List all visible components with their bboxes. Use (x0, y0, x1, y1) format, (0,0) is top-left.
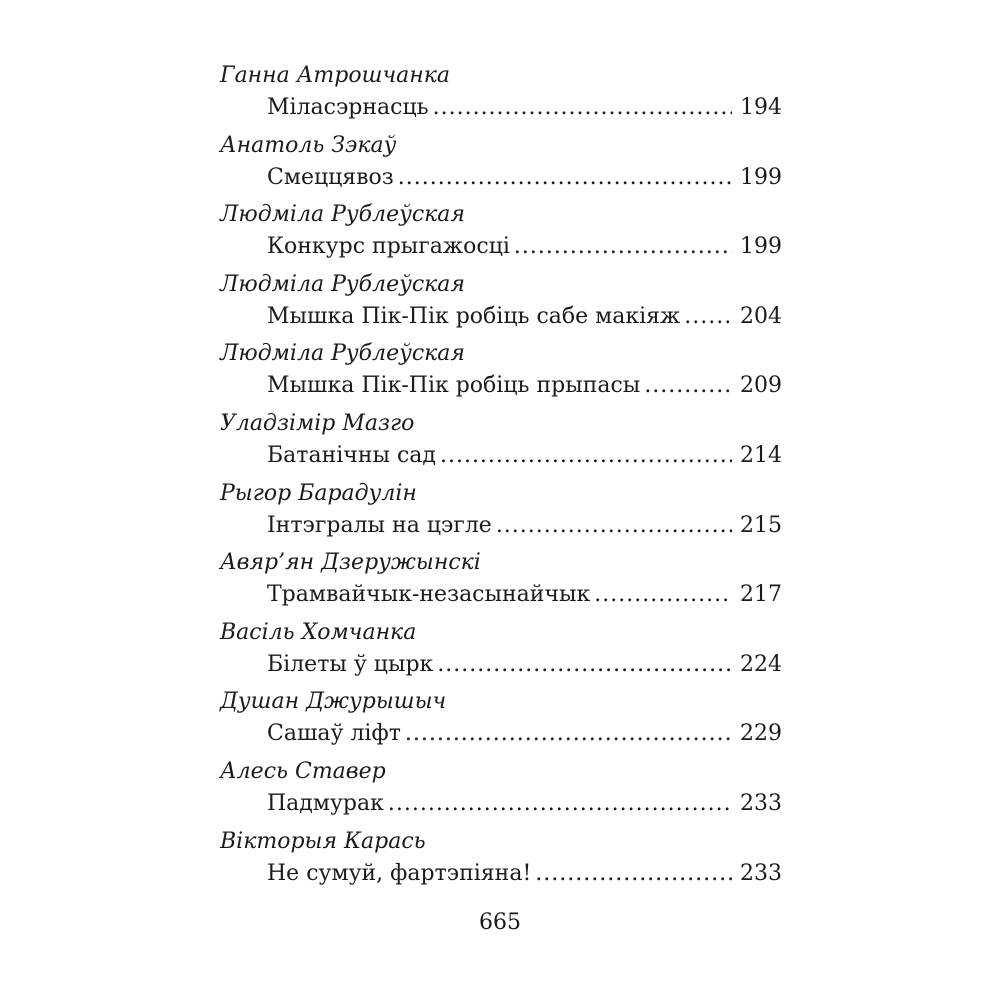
toc-page-number: 204 (740, 303, 782, 329)
toc-line[interactable] (267, 438, 782, 474)
toc-entry (220, 615, 782, 685)
dot-leader (644, 368, 732, 404)
toc-page-number: 217 (740, 582, 782, 608)
toc-title: Білеты ў цырк (267, 651, 434, 677)
dot-leader (433, 90, 732, 126)
toc-line[interactable] (267, 577, 782, 613)
toc-page-number: 215 (740, 512, 782, 538)
toc-page-number: 233 (740, 790, 782, 816)
toc-title: Мышка Пік-Пік робіць прыпасы (267, 373, 641, 399)
dot-leader (440, 438, 732, 474)
toc-entry (220, 197, 782, 267)
toc-author: Людміла Рублеўская (220, 271, 465, 297)
toc-title: Міласэрнасць (267, 95, 429, 120)
toc-page-number: 214 (740, 442, 782, 468)
toc-entry (220, 406, 782, 476)
toc-line[interactable] (267, 229, 782, 265)
toc-line[interactable] (267, 160, 782, 196)
toc-line[interactable] (267, 508, 782, 544)
dot-leader (684, 299, 732, 335)
toc-entry (220, 754, 782, 824)
toc-title: Трамвайчык-незасынайчык (267, 582, 591, 608)
toc-author: Уладзімір Мазго (220, 410, 415, 436)
toc-title: Батанічны сад (267, 442, 436, 468)
dot-leader (437, 647, 732, 683)
toc-line[interactable] (267, 368, 782, 404)
toc-author: Людміла Рублеўская (220, 202, 465, 228)
toc-title: Падмурак (267, 790, 384, 816)
toc-author: Рыгор Барадулін (220, 480, 417, 506)
toc-entry (220, 58, 782, 128)
dot-leader (388, 786, 732, 822)
toc-page-number: 194 (740, 95, 782, 120)
toc-title: Мышка Пік-Пік робіць сабе макіяж (267, 303, 681, 329)
toc-title: Конкурс прыгажосці (267, 234, 510, 260)
toc-page-number: 199 (740, 234, 782, 260)
toc-author: Анатоль Зэкаў (220, 132, 397, 158)
toc-page-number: 229 (740, 721, 782, 747)
toc-page-number: 233 (740, 860, 782, 886)
page-number: 665 (479, 910, 521, 935)
toc-author: Алесь Ставер (220, 758, 386, 784)
toc-entry (220, 336, 782, 406)
toc-title: Інтэгралы на цэгле (267, 512, 492, 538)
toc-entry (220, 128, 782, 198)
toc-page-number: 209 (740, 373, 782, 399)
toc-author: Васіль Хомчанка (220, 619, 417, 645)
toc-entry (220, 267, 782, 337)
toc-title: Не сумуй, фартэпіяна! (267, 860, 532, 886)
dot-leader (398, 160, 732, 196)
toc-entry (220, 824, 782, 894)
toc-line[interactable] (267, 90, 782, 126)
toc-line[interactable] (267, 299, 782, 335)
toc-entry (220, 684, 782, 754)
toc-entry (220, 476, 782, 546)
dot-leader (535, 856, 732, 892)
toc-title: Смеццявоз (267, 164, 394, 190)
toc-title: Сашаў ліфт (267, 721, 401, 747)
toc-line[interactable] (267, 716, 782, 752)
toc-line[interactable] (267, 786, 782, 822)
toc-author: Душан Джурышыч (220, 689, 447, 715)
toc-author: Авяр’ян Дзеружынскі (220, 550, 481, 576)
dot-leader (405, 716, 732, 752)
toc-author: Ганна Атрошчанка (220, 63, 451, 88)
dot-leader (514, 229, 732, 265)
table-of-contents (220, 58, 782, 893)
toc-author: Людміла Рублеўская (220, 341, 465, 367)
toc-entry (220, 545, 782, 615)
toc-line[interactable] (267, 647, 782, 683)
toc-page-number: 199 (740, 164, 782, 190)
toc-page-number: 224 (740, 651, 782, 677)
toc-line[interactable] (267, 856, 782, 892)
toc-author: Вікторыя Карась (220, 828, 426, 854)
dot-leader (496, 508, 732, 544)
dot-leader (594, 577, 732, 613)
